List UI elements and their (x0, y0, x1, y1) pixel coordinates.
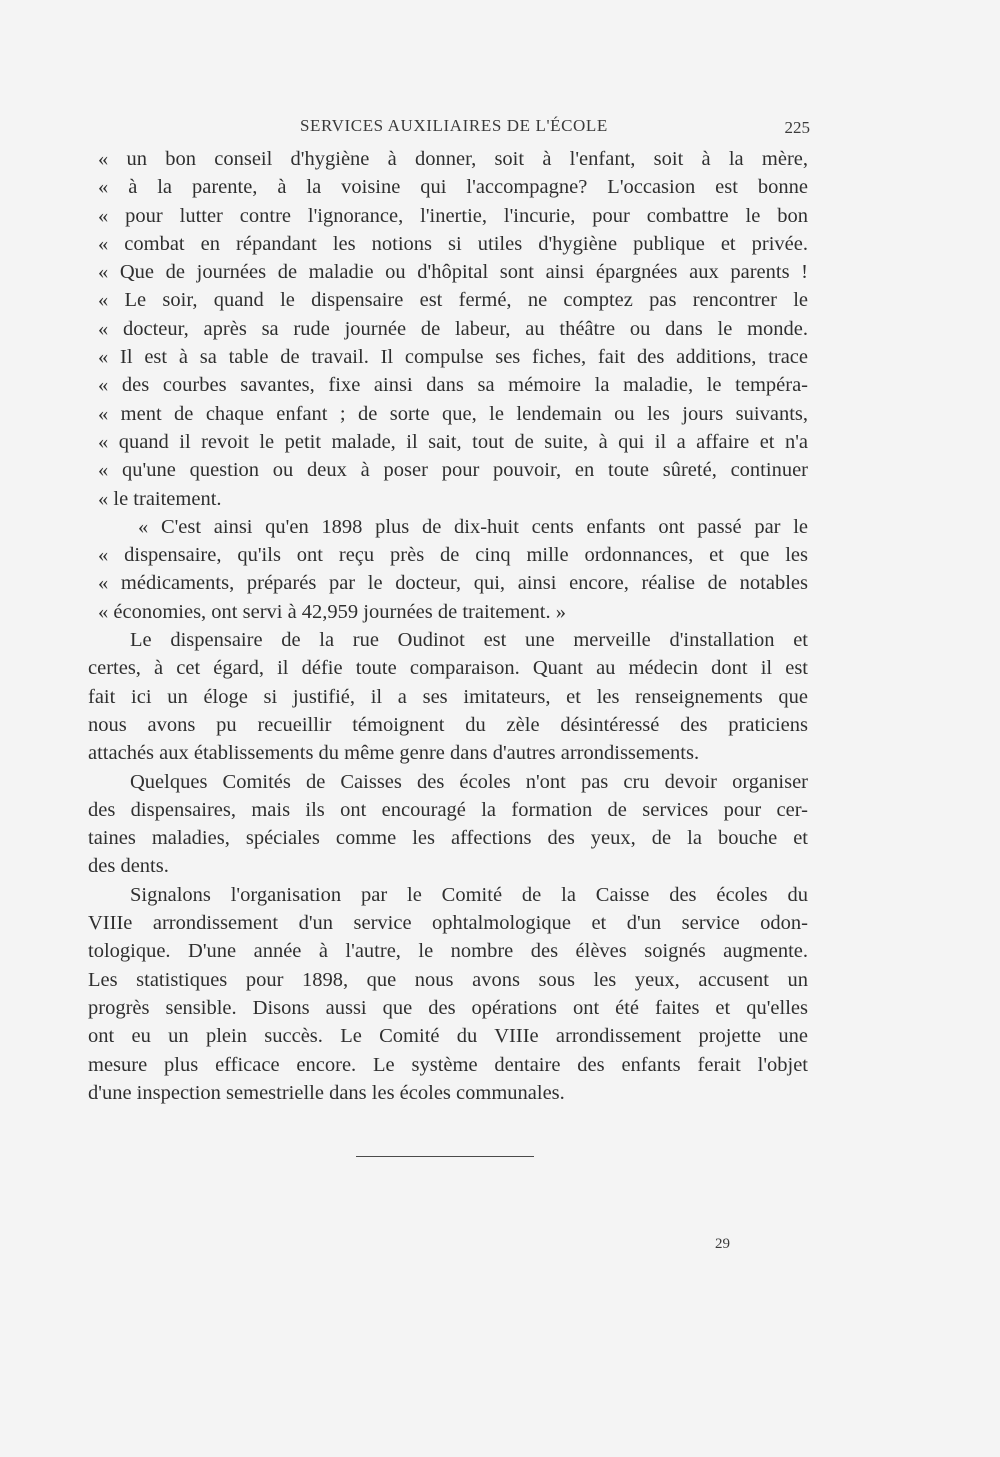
signature-mark: 29 (715, 1236, 730, 1252)
text-line: ont eu un plein succès. Le Comité du VIIIe arrondissement projette une (88, 1025, 808, 1048)
section-end-rule (356, 1156, 534, 1157)
text-line: « des courbes savantes, fixe ainsi dans sa mémoire la maladie, le tempéra- (98, 374, 808, 397)
text-line: « qu'une question ou deux à poser pour pouvoir, en toute sûreté, continuer (98, 459, 808, 482)
text-line: « docteur, après sa rude journée de labeur, au théâtre ou dans le monde. (98, 317, 808, 340)
text-line: « Il est à sa table de travail. Il compulse ses fiches, fait des additions, trace (98, 346, 808, 369)
text-line: « un bon conseil d'hygiène à donner, soit à l'enfant, soit à la mère, (98, 148, 808, 170)
text-line: taines maladies, spéciales comme les affections des yeux, de la bouche et (88, 827, 808, 850)
text-line: fait ici un éloge si justifié, il a ses imitateurs, et les renseignements que (88, 685, 808, 708)
text-line: mesure plus efficace encore. Le système dentaire des enfants ferait l'objet (88, 1053, 808, 1076)
text-line: « C'est ainsi qu'en 1898 plus de dix-huit cents enfants ont passé par le (138, 515, 808, 538)
text-line: « quand il revoit le petit malade, il sait, tout de suite, à qui il a affaire et n'a (98, 430, 808, 453)
text-line: VIIIe arrondissement d'un service ophtalmologique et d'un service odon- (88, 912, 808, 935)
text-line: attachés aux établissements du même genre dans d'autres arrondissements. (88, 742, 700, 765)
text-line: « économies, ont servi à 42,959 journées de traitement. » (98, 600, 566, 623)
text-line: nous avons pu recueillir témoignent du zèle désintéressé des praticiens (88, 713, 808, 736)
body-text (88, 145, 808, 1107)
text-line: Le dispensaire de la rue Oudinot est une merveille d'installation et (130, 629, 808, 652)
text-line: « le traitement. (98, 487, 222, 510)
text-line: « Que de journées de maladie ou d'hôpital sont ainsi épargnées aux parents ! (98, 261, 808, 284)
text-line: « dispensaire, qu'ils ont reçu près de cinq mille ordonnances, et que les (98, 544, 808, 567)
text-line: « à la parente, à la voisine qui l'accompagne? L'occasion est bonne (98, 176, 808, 199)
text-line: d'une inspection semestrielle dans les écoles communales. (88, 1081, 565, 1104)
text-line: Quelques Comités de Caisses des écoles n'ont pas cru devoir organiser (130, 770, 808, 793)
text-line: tologique. D'une année à l'autre, le nombre des élèves soignés augmente. (88, 940, 808, 963)
text-line: « pour lutter contre l'ignorance, l'inertie, l'incurie, pour combattre le bon (98, 204, 808, 227)
text-line: « combat en répandant les notions si utiles d'hygiène publique et privée. (98, 232, 808, 255)
text-line: des dents. (88, 855, 169, 878)
running-title: SERVICES AUXILIAIRES DE L'ÉCOLE (300, 116, 608, 135)
text-line: des dispensaires, mais ils ont encouragé la formation de services pour cer- (88, 798, 808, 821)
page-number: 225 (784, 118, 810, 137)
text-line: « médicaments, préparés par le docteur, qui, ainsi encore, réalise de notables (98, 572, 808, 595)
text-line: « Le soir, quand le dispensaire est fermé, ne comptez pas rencontrer le (98, 289, 808, 312)
text-line: certes, à cet égard, il défie toute comparaison. Quant au médecin dont il est (88, 657, 808, 680)
text-line: « ment de chaque enfant ; de sorte que, le lendemain ou les jours suivants, (98, 402, 808, 425)
text-line: progrès sensible. Disons aussi que des opérations ont été faites et qu'elles (88, 996, 808, 1019)
text-line: Les statistiques pour 1898, que nous avons sous les yeux, accusent un (88, 968, 808, 991)
text-line: Signalons l'organisation par le Comité de la Caisse des écoles du (130, 883, 808, 906)
